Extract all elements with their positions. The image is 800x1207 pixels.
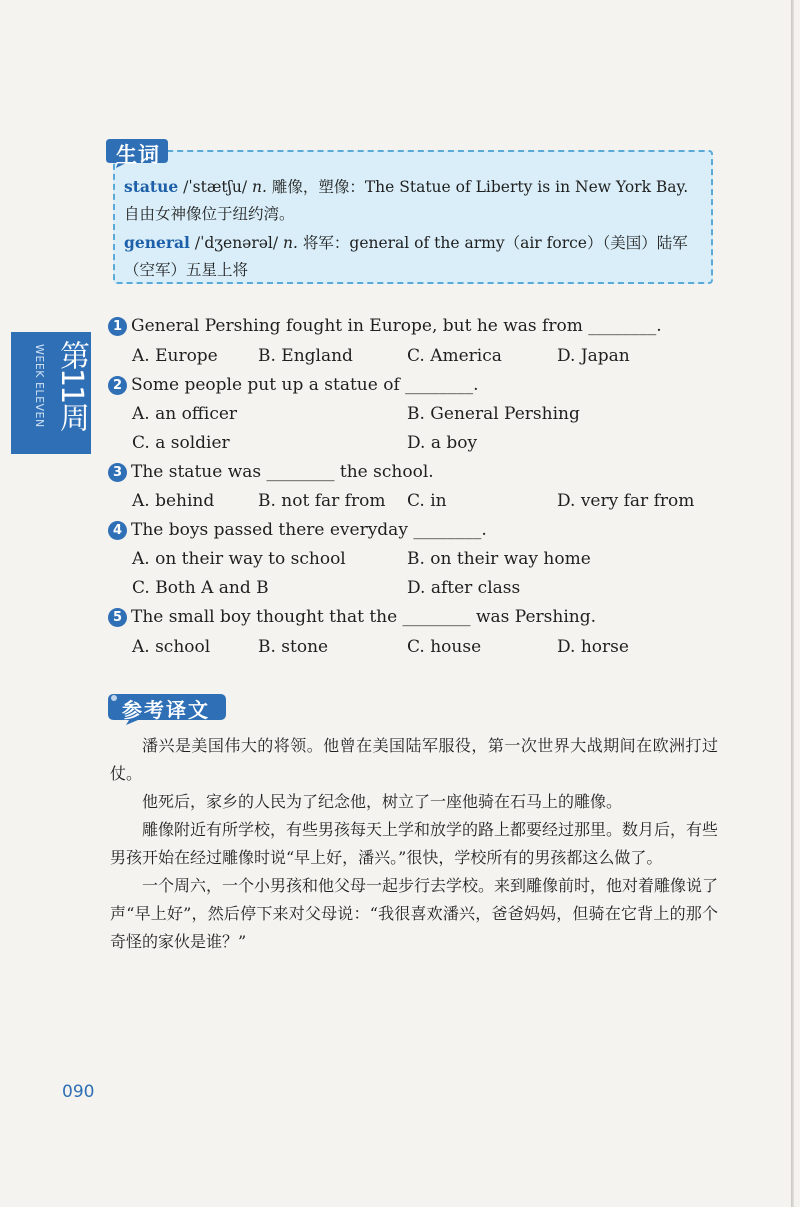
vocab-phonetic: /ˈstætʃu/: [178, 178, 252, 196]
answer-option: B. on their way home: [407, 549, 591, 569]
vocab-pos: n.: [283, 234, 298, 252]
question-text: General Pershing fought in Europe, but he was from ________.: [131, 316, 662, 336]
vocab-definition: 雕像，塑像：The Statue of Liberty is in New York Bay. 自由女神像位于纽约湾。: [124, 178, 689, 223]
answer-option: D. a boy: [407, 433, 478, 453]
answer-option: D. very far from: [557, 491, 695, 511]
answer-option: A. behind: [132, 491, 215, 511]
answer-option: B. not far from: [258, 491, 386, 511]
translation-paragraph: 潘兴是美国伟大的将领。他曾在美国陆军服役，第一次世界大战期间在欧洲打过仗。: [110, 736, 718, 783]
vocab-entry: [124, 229, 704, 284]
answer-option: A. an officer: [132, 404, 238, 424]
question-number-badge: 5: [108, 608, 127, 627]
question-number-badge: 1: [108, 317, 127, 336]
question-number-badge: 3: [108, 463, 127, 482]
translation-badge: [108, 690, 228, 726]
question: [108, 461, 434, 483]
vocabulary-badge-label: 生词: [116, 143, 160, 167]
question-number-badge: 2: [108, 376, 127, 395]
answer-option: B. England: [258, 346, 353, 366]
question: [108, 519, 487, 541]
question: [108, 374, 479, 396]
answer-option: B. General Pershing: [407, 404, 580, 424]
page-number: 090: [62, 1082, 95, 1102]
answer-option: C. in: [407, 491, 447, 511]
answer-option: C. Both A and B: [132, 578, 269, 598]
question: [108, 315, 662, 337]
answer-option: B. stone: [258, 637, 329, 657]
translation-paragraph: 一个周六，一个小男孩和他父母一起步行去学校。来到雕像前时，他对着雕像说了声“早上好”，然后停下来对父母说：“我很喜欢潘兴，爸爸妈妈，但骑在它背上的那个奇怪的家伙是谁？”: [110, 876, 719, 951]
page-binding-edge: [791, 0, 794, 1207]
week-tab-en: WEEK ELEVEN: [33, 344, 46, 428]
question-text: The boys passed there everyday ________.: [131, 520, 487, 540]
answer-option: D. after class: [407, 578, 521, 598]
answer-option: A. on their way to school: [132, 549, 346, 569]
question-text: Some people put up a statue of ________.: [131, 375, 479, 395]
answer-option: C. a soldier: [132, 433, 230, 453]
question: [108, 606, 596, 628]
week-side-tab: [11, 332, 91, 454]
translation-paragraph: 他死后，家乡的人民为了纪念他，树立了一座他骑在石马上的雕像。: [142, 792, 623, 811]
translation-badge-label: 参考译文: [122, 698, 210, 722]
translation-paragraph: 雕像附近有所学校，有些男孩每天上学和放学的路上都要经过那里。数月后，有些男孩开始在经过雕像时说“早上好，潘兴。”很快，学校所有的男孩都这么做了。: [110, 820, 719, 867]
week-tab-cn: 第11周: [54, 340, 89, 431]
answer-option: C. house: [407, 637, 482, 657]
question-text: The statue was ________ the school.: [131, 462, 434, 482]
answer-option: D. horse: [557, 637, 629, 657]
question-text: The small boy thought that the ________ was Pershing.: [131, 607, 596, 627]
vocab-word: general: [124, 233, 190, 252]
vocab-word: statue: [124, 177, 179, 196]
vocabulary-badge: [106, 137, 170, 169]
answer-option: C. America: [407, 346, 502, 366]
answer-option: A. Europe: [132, 346, 218, 366]
vocab-entry: [124, 173, 704, 228]
vocab-phonetic: /ˈdʒenərəl/: [189, 234, 284, 252]
question-number-badge: 4: [108, 521, 127, 540]
vocab-definition: 将军：general of the army（air force）（美国）陆军（空军）五星上将: [124, 234, 688, 279]
answer-option: A. school: [132, 637, 211, 657]
vocab-pos: n.: [251, 178, 267, 196]
answer-option: D. Japan: [557, 346, 630, 366]
